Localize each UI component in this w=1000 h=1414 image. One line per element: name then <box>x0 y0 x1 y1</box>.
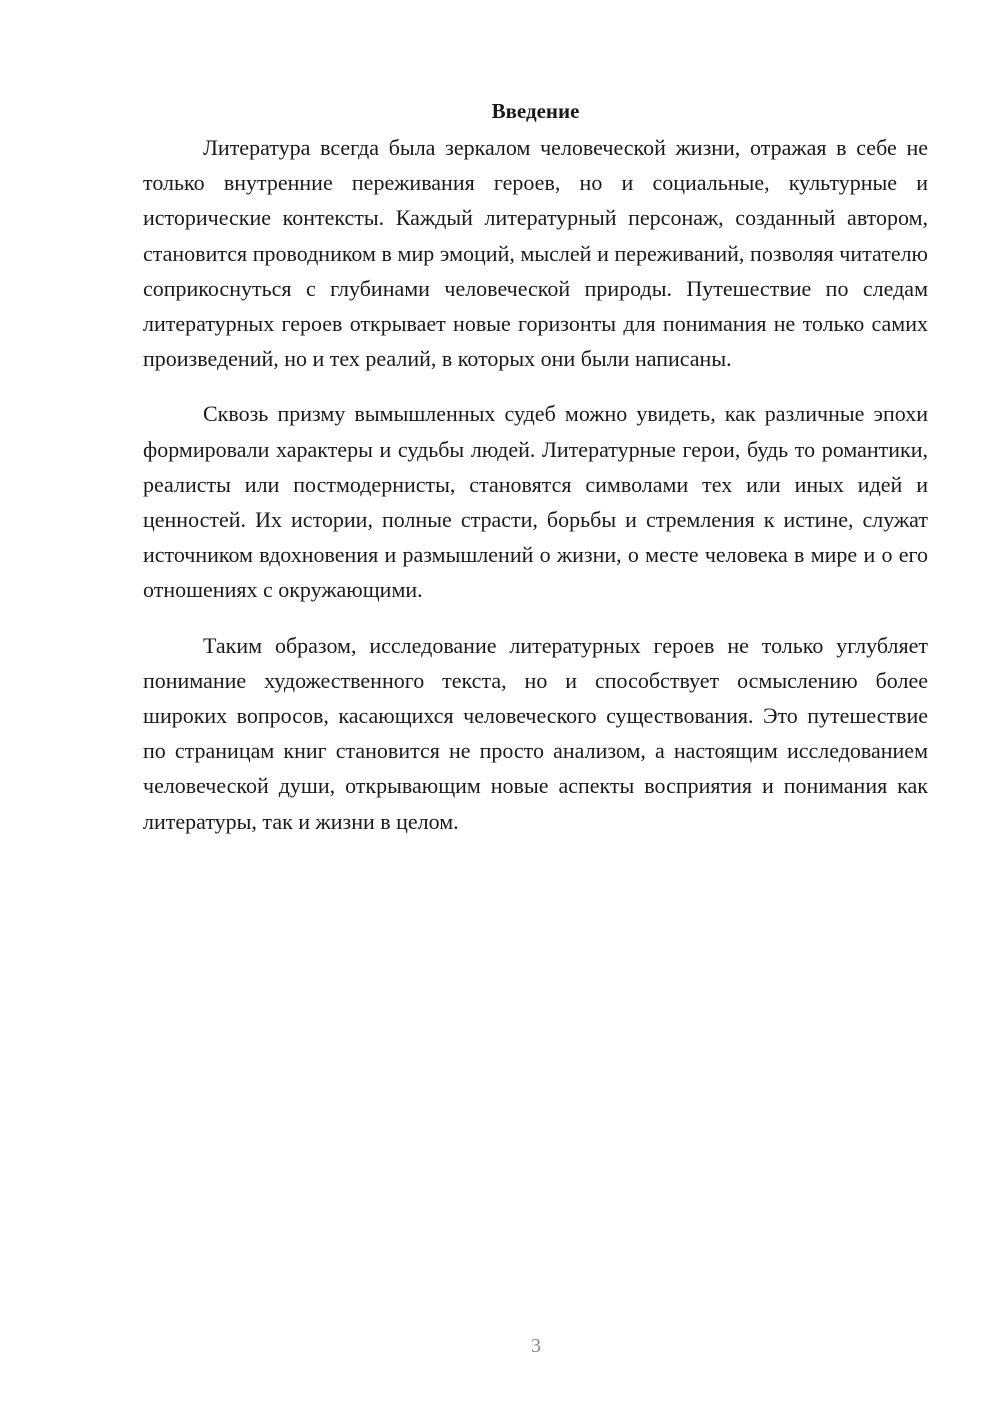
page-content <box>143 96 928 859</box>
page-number: 3 <box>531 1335 541 1357</box>
section-heading: Введение <box>491 99 580 123</box>
paragraph-1: Литература всегда была зеркалом человеческой жизни, отражая в себе не только внутренние переживания героев, но и социальные, культурные и исторические контексты. Каждый литературный персонаж, созданный автором, становится проводником в мир эмоций, мыслей и переживаний, позволяя читателю соприкоснуться с глубинами человеческой природы. Путешествие по следам литературных героев открывает новые горизонты для понимания не только самих произведений, но и тех реалий, в которых они были написаны. <box>143 135 928 372</box>
paragraph-2: Сквозь призму вымышленных судеб можно увидеть, как различные эпохи формировали характеры и судьбы людей. Литературные герои, будь то романтики, реалисты или постмодернисты, становятся символами тех или иных идей и ценностей. Их истории, полные страсти, борьбы и стремления к истине, служат источником вдохновения и размышлений о жизни, о месте человека в мире и о его отношениях с окружающими. <box>143 401 928 603</box>
paragraph-3: Таким образом, исследование литературных героев не только углубляет понимание художественного текста, но и способствует осмыслению более широких вопросов, касающихся человеческого существования. Это путешествие по страницам книг становится не просто анализом, а настоящим исследованием человеческой души, открывающим новые аспекты восприятия и понимания как литературы, так и жизни в целом. <box>143 632 928 834</box>
